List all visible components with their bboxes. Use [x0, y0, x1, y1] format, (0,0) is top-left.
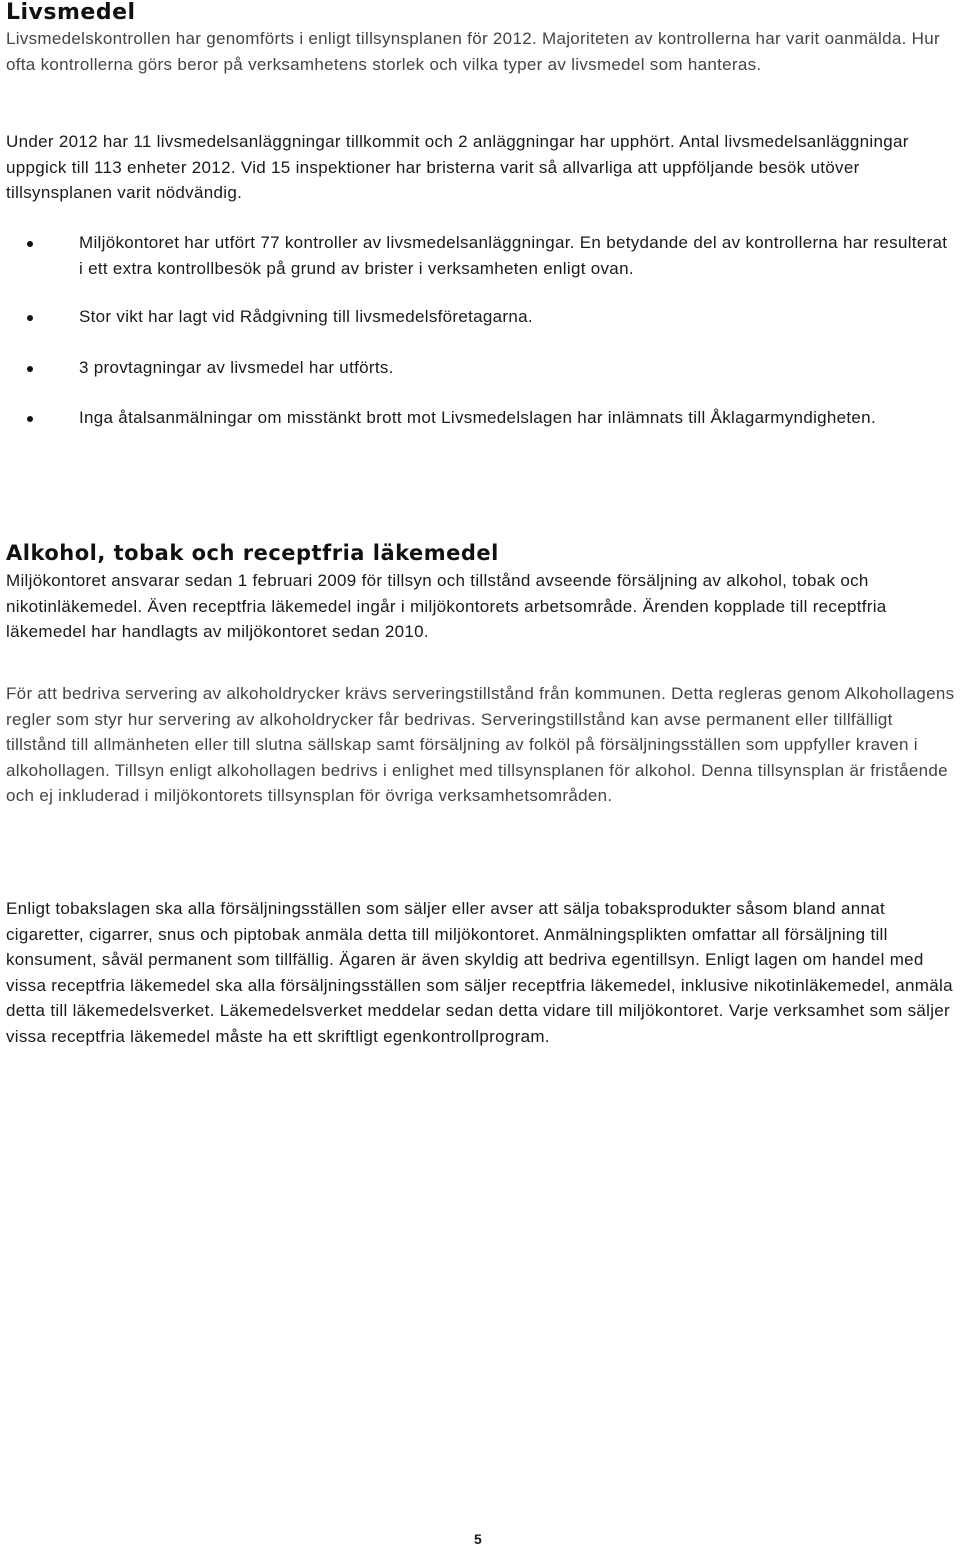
alcohol-serving-paragraph: För att bedriva servering av alkoholdrycker krävs serveringstillstånd från kommunen. Detta regleras genom Alkohollagens regler som styr hur servering av alkoholdrycker får bedrivas. Serveringstillstånd kan avse permanent eller tillfälligt tillstånd till allmänheten eller till slutna sällskap samt försäljning av folköl på försäljningsställen som uppfyller kraven i alkohollagen. Tillsyn enligt alkohollagen bedrivs i enlighet med tillsynsplanen för alkohol. Denna tillsynsplan är fristående och ej inkluderad i miljökontorets tillsynsplan för övriga verksamhetsområden. — [6, 684, 955, 805]
bullet-icon — [27, 366, 33, 372]
list-item — [6, 355, 956, 381]
tobacco-paragraph: Enligt tobakslagen ska alla försäljningsställen som säljer eller avser att sälja tobaksprodukter såsom bland annat cigaretter, cigarrer, snus och piptobak anmäla detta till miljökontoret. Anmälningsplikten omfattar all försäljning till konsument, såväl permanent som tillfällig. Ägaren är även skyldig att bedriva egentillsyn. Enligt lagen om handel med vissa receptfria läkemedel ska alla försäljningsställen som säljer receptfria läkemedel, inklusive nikotinläkemedel, anmäla detta till läkemedelsverket. Läkemedelsverket meddelar sedan detta vidare till miljökontoret. Varje verksamhet som säljer vissa receptfria läkemedel måste ha ett skriftligt egenkontrollprogram. — [6, 899, 953, 1046]
livsmedel-intro-paragraph: Livsmedelskontrollen har genomförts i enligt tillsynsplanen för 2012. Majoriteten av kontrollerna har varit oanmälda. Hur ofta kontrollerna görs beror på verksamhetens storlek och vilka typer av livsmedel som hanteras. — [6, 29, 940, 74]
document-page — [6, 0, 956, 1046]
list-item — [6, 405, 956, 431]
livsmedel-statistics-paragraph: Under 2012 har 11 livsmedelsanläggningar tillkommit och 2 anläggningar har upphört. Antal livsmedelsanläggningar uppgick till 113 enheter 2012. Vid 15 inspektioner har bristerna varit så allvarliga att uppföljande besök utöver tillsynsplanen varit nödvändig. — [6, 132, 909, 202]
section-title-alkohol: Alkohol, tobak och receptfria läkemedel — [6, 541, 499, 565]
list-item — [6, 304, 956, 330]
list-item-text: Stor vikt har lagt vid Rådgivning till livsmedelsföretagarna. — [79, 307, 533, 326]
list-item-text: Miljökontoret har utfört 77 kontroller av livsmedelsanläggningar. En betydande del av kontrollerna har resulterat i ett extra kontrollbesök på grund av brister i verksamheten enligt ovan. — [79, 233, 948, 278]
list-item-text: Inga åtalsanmälningar om misstänkt brott mot Livsmedelslagen har inlämnats till Åklagarmyndigheten. — [79, 408, 876, 427]
list-item — [6, 230, 956, 281]
bullet-icon — [27, 315, 33, 321]
livsmedel-bullet-list — [6, 230, 956, 431]
section-title-livsmedel: Livsmedel — [6, 0, 136, 25]
bullet-icon — [27, 416, 33, 422]
bullet-icon — [27, 241, 33, 247]
page-number: 5 — [474, 1531, 482, 1547]
list-item-text: 3 provtagningar av livsmedel har utförts. — [79, 357, 394, 377]
alkohol-intro-paragraph: Miljökontoret ansvarar sedan 1 februari 2009 för tillsyn och tillstånd avseende försäljning av alkohol, tobak och nikotinläkemedel. Även receptfria läkemedel ingår i miljökontorets arbetsområde. Ärenden kopplade till receptfria läkemedel har handlagts av miljökontoret sedan 2010. — [6, 571, 887, 641]
